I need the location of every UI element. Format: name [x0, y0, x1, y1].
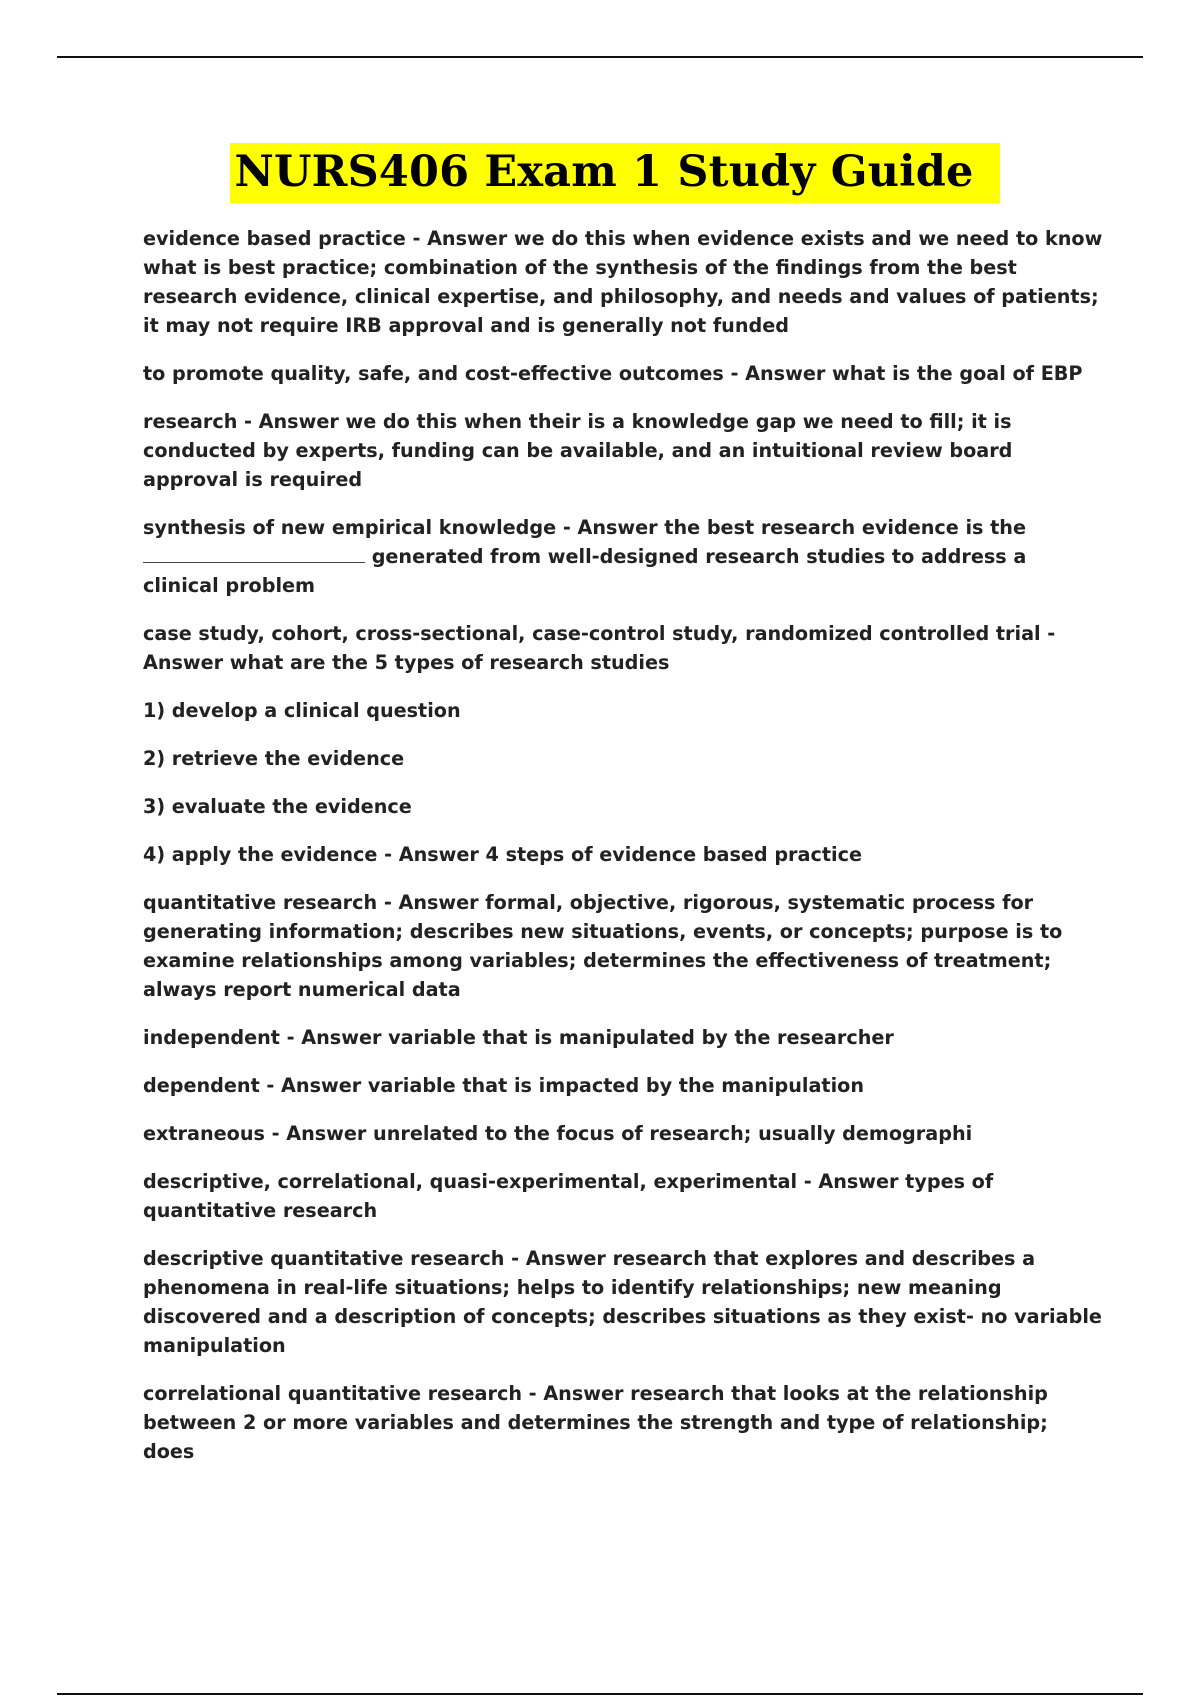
header-rule [57, 56, 1143, 58]
footer-rule [57, 1693, 1143, 1695]
ebp-step-2: 2) retrieve the evidence [143, 747, 405, 770]
qa-entry-extraneous: extraneous - Answer unrelated to the focus of research; usually demographi [143, 1122, 973, 1145]
qa-entry-correlational: correlational quantitative research - Answer research that looks at the relationship between 2 or more variables and determines the strength and type of relationship; does [143, 1382, 1048, 1463]
qa-entry-research: research - Answer we do this when their is a knowledge gap we need to fill; it is conducted by experts, funding can be available, and an intuitional review board approval is required [143, 410, 1013, 491]
ebp-step-3: 3) evaluate the evidence [143, 795, 412, 818]
document-title: NURS406 Exam 1 Study Guide [230, 143, 999, 203]
synthesis-text-before-blank: synthesis of new empirical knowledge - Answer the best research evidence is the [143, 516, 1026, 539]
qa-entry-dependent: dependent - Answer variable that is impacted by the manipulation [143, 1074, 864, 1097]
ebp-step-1: 1) develop a clinical question [143, 699, 461, 722]
qa-entry-quantitative-types: descriptive, correlational, quasi-experimental, experimental - Answer types of quantitative research [143, 1170, 994, 1222]
qa-entry-evidence-based-practice: evidence based practice - Answer we do this when evidence exists and we need to know what is best practice; combination of the synthesis of the findings from the best research evidence, clinical expertise, and philosophy, and needs and values of patients; it may not require IRB approval and is generally not funded [143, 227, 1103, 337]
fill-in-blank-line [143, 544, 365, 563]
synthesis-text-after-blank: generated from well-designed research studies to address a clinical problem [143, 545, 1027, 597]
qa-entry-independent: independent - Answer variable that is manipulated by the researcher [143, 1026, 894, 1049]
qa-entry-research-study-types: case study, cohort, cross-sectional, case-control study, randomized controlled trial - Answer what are the 5 types of research studies [143, 622, 1056, 674]
qa-entry-descriptive: descriptive quantitative research - Answer research that explores and describes a phenomena in real-life situations; helps to identify relationships; new meaning discovered and a description of concepts; describes situations as they exist- no variable manipulation [143, 1247, 1102, 1357]
qa-entry-quantitative-research: quantitative research - Answer formal, objective, rigorous, systematic process for generating information; describes new situations, events, or concepts; purpose is to examine relationships among variables; determines the effectiveness of treatment; always report numerical data [143, 891, 1063, 1001]
qa-entry-goal-of-ebp: to promote quality, safe, and cost-effective outcomes - Answer what is the goal of EBP [143, 362, 1083, 385]
title-container [0, 143, 1200, 203]
qa-entry-synthesis [143, 513, 1103, 600]
ebp-step-4: 4) apply the evidence - Answer 4 steps of evidence based practice [143, 843, 862, 866]
study-guide-content [143, 224, 1103, 1485]
